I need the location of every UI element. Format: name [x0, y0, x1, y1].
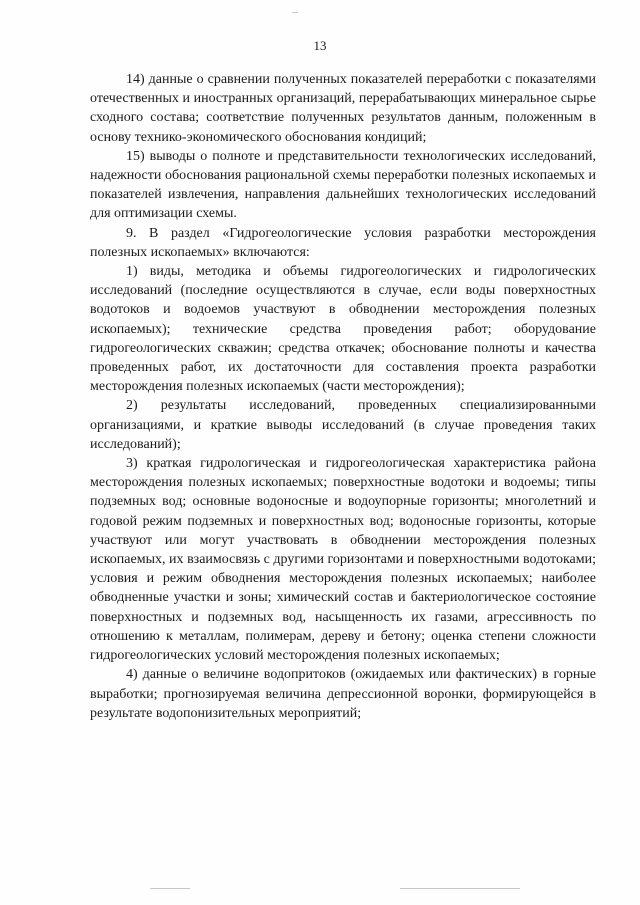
paragraph-section-9: 9. В раздел «Гидрогеологические условия разработки месторождения полезных ископаемых» включаются:: [90, 225, 596, 260]
paragraph-item-2: 2) результаты исследований, проведенных специализированными организациями, и краткие выводы исследований (в случае проведения таких исследований);: [90, 398, 596, 452]
paragraph-item-3: 3) краткая гидрологическая и гидрогеологическая характеристика района месторождения полезных ископаемых; поверхностные водотоки и водоемы; типы подземных вод; основные водоносные и водоупорные горизонты; многолетний и годовой режим подземных и поверхностных вод; водоносные горизонты, которые участвуют или могут участвовать в обводнении месторождения полезных ископаемых, их взаимосвязь с другими горизонтами и поверхностными водотоками; условия и режим обводнения месторождения полезных ископаемых; наиболее обводненные участки и зоны; химический состав и бактериологическое состояние поверхностных и подземных вод, насыщенность их газами, агрессивность по отношению к металлам, полимерам, дереву и бетону; оценка степени сложности гидрогеологических условий месторождения полезных ископаемых;: [90, 456, 596, 664]
scan-artifact: [292, 12, 298, 13]
document-body: [90, 70, 596, 723]
scan-artifact: [150, 888, 190, 889]
scan-artifact: [400, 888, 520, 889]
page-number: 13: [313, 38, 327, 53]
paragraph-item-1: 1) виды, методика и объемы гидрогеологических и гидрологических исследований (последние осуществляются в случае, если воды поверхностных водотоков и водоемов участвуют в обводнении месторождения полезных ископаемых); технические средства проведения работ; оборудование гидрогеологических скважин; средства откачек; обоснование полноты и качества проведенных работ, их достаточности для составления проекта разработки месторождения полезных ископаемых (части месторождения);: [90, 264, 596, 395]
paragraph-item-4: 4) данные о величине водопритоков (ожидаемых или фактических) в горные выработки; прогнозируемая величина депрессионной воронки, формирующейся в результате водопонизительных мероприятий;: [90, 667, 596, 721]
paragraph-item-14: 14) данные о сравнении полученных показателей переработки с показателями отечественных и иностранных организаций, перерабатывающих минеральное сырье сходного состава; соответствие полученных результатов данным, положенным в основу технико-экономического обоснования кондиций;: [90, 72, 596, 145]
paragraph-item-15: 15) выводы о полноте и представительности технологических исследований, надежности обоснования рациональной схемы переработки полезных ископаемых и показателей извлечения, направления дальнейших технологических исследований для оптимизации схемы.: [90, 148, 596, 222]
